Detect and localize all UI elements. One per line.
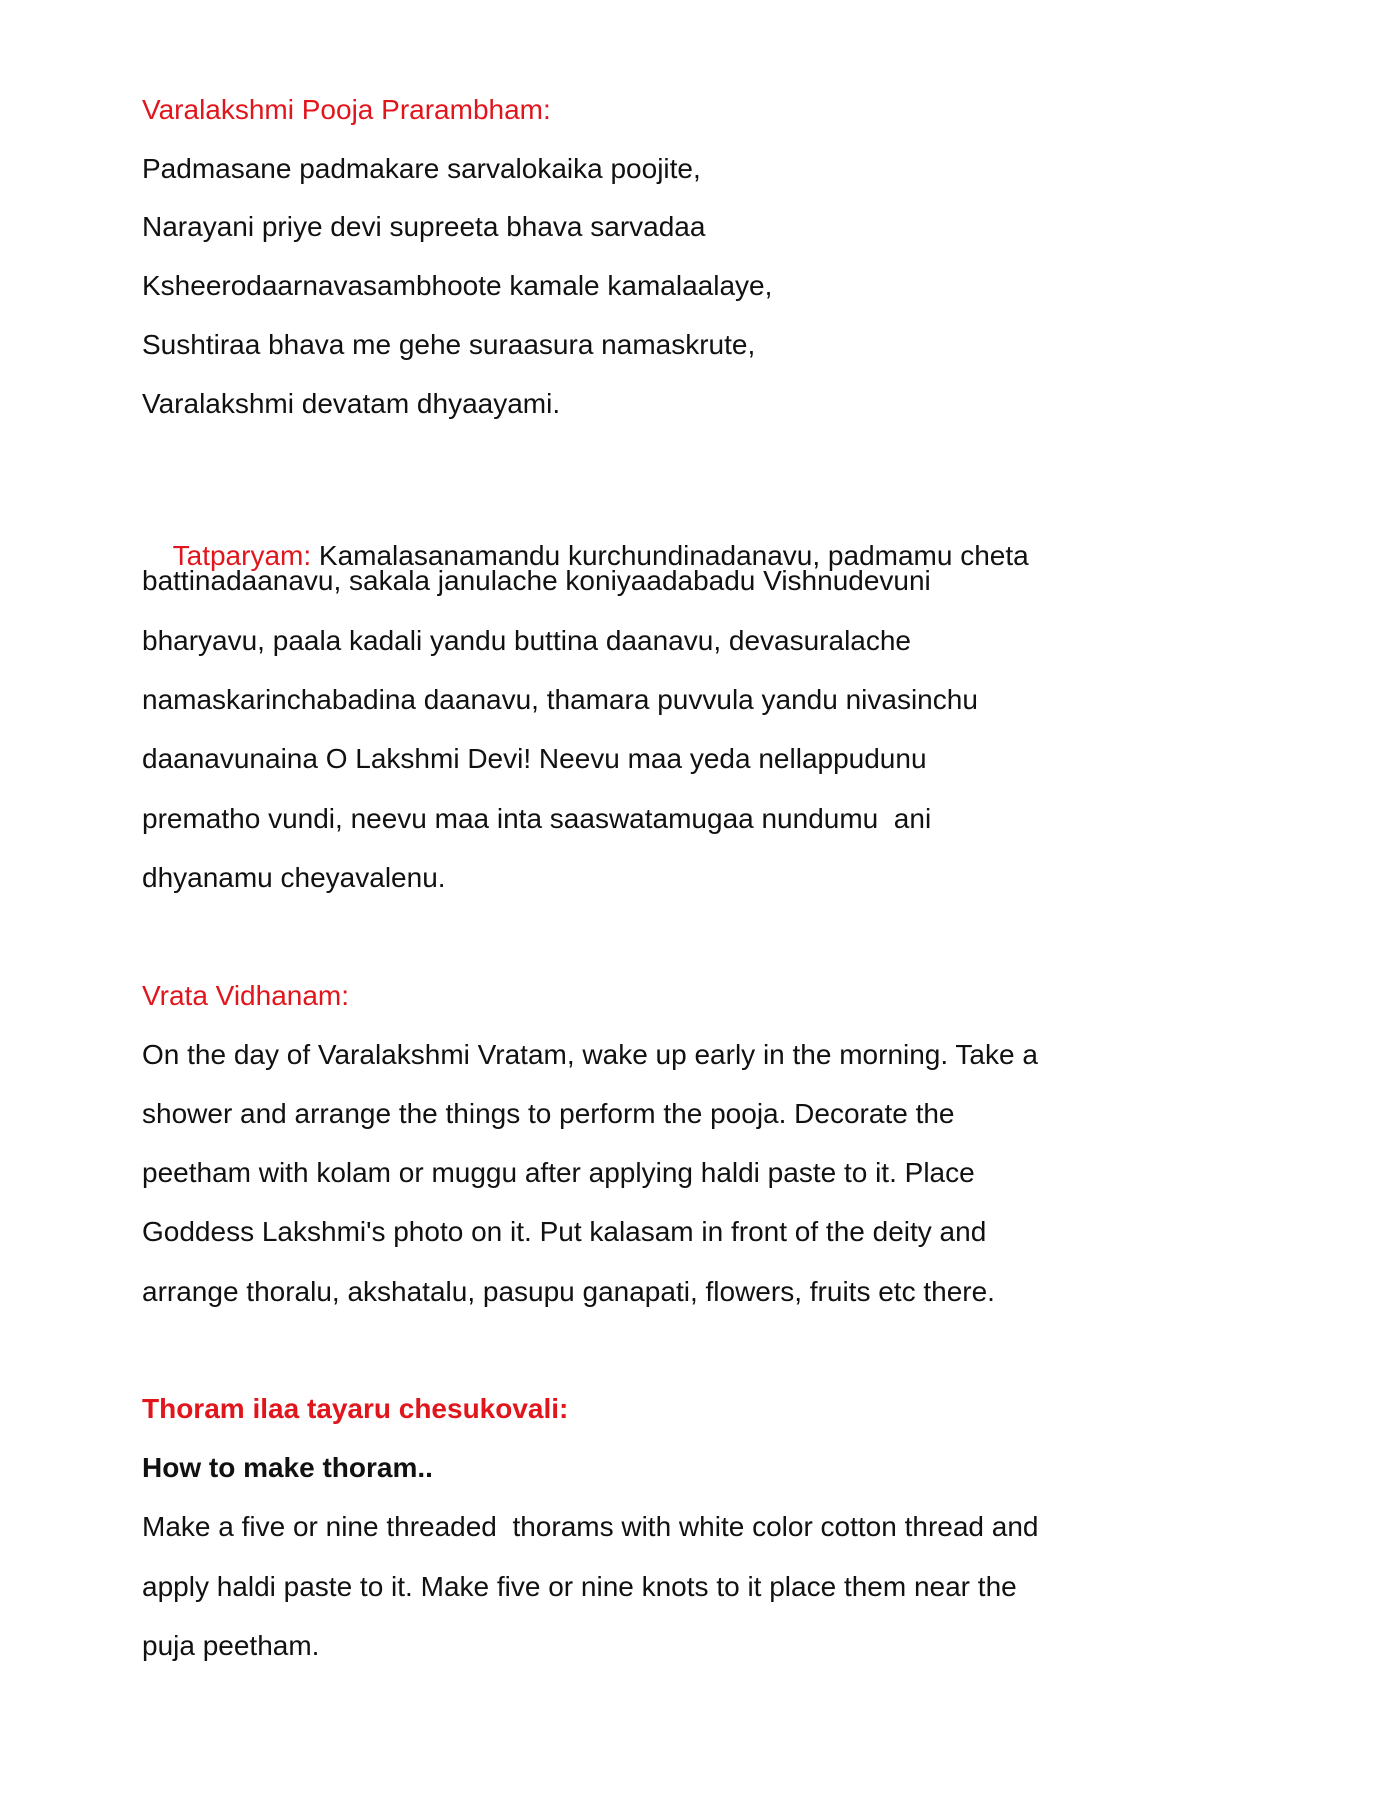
paragraph-line: daanavunaina O Lakshmi Devi! Neevu maa yeda nellappudunu bbox=[142, 743, 927, 774]
section-heading-vrata-vidhanam: Vrata Vidhanam: bbox=[142, 980, 350, 1011]
tatparyam-label: Tatparyam: bbox=[172, 540, 312, 571]
paragraph-line: Make a five or nine threaded thorams with white color cotton thread and bbox=[142, 1511, 1039, 1542]
paragraph-line: dhyanamu cheyavalenu. bbox=[142, 862, 446, 893]
paragraph-line: namaskarinchabadina daanavu, thamara puvvula yandu nivasinchu bbox=[142, 684, 978, 715]
verse-line: Narayani priye devi supreeta bhava sarvadaa bbox=[142, 211, 706, 242]
section-heading-thoram: Thoram ilaa tayaru chesukovali: bbox=[142, 1393, 569, 1424]
paragraph-line: peetham with kolam or muggu after applying haldi paste to it. Place bbox=[142, 1157, 975, 1188]
verse-line: Padmasane padmakare sarvalokaika poojite, bbox=[142, 153, 701, 184]
verse-line: Ksheerodaarnavasambhoote kamale kamalaalaye, bbox=[142, 270, 773, 301]
verse-line: Varalakshmi devatam dhyaayami. bbox=[142, 388, 561, 419]
paragraph-line: bharyavu, paala kadali yandu buttina daanavu, devasuralache bbox=[142, 625, 912, 656]
paragraph-line: prematho vundi, neevu maa inta saaswatamugaa nundumu ani bbox=[142, 803, 932, 834]
tatparyam-paragraph-line bbox=[142, 505, 1029, 571]
paragraph-line: battinadaanavu, sakala janulache koniyaadabadu Vishnudevuni bbox=[142, 565, 931, 596]
paragraph-line: arrange thoralu, akshatalu, pasupu ganapati, flowers, fruits etc there. bbox=[142, 1276, 995, 1307]
paragraph-line: shower and arrange the things to perform the pooja. Decorate the bbox=[142, 1098, 955, 1129]
paragraph-line: Goddess Lakshmi's photo on it. Put kalasam in front of the deity and bbox=[142, 1216, 987, 1247]
paragraph-line: apply haldi paste to it. Make five or nine knots to it place them near the bbox=[142, 1571, 1017, 1602]
subheading-how-to-make-thoram: How to make thoram.. bbox=[142, 1452, 433, 1483]
paragraph-text: Kamalasanamandu kurchundinadanavu, padmamu cheta bbox=[311, 540, 1029, 571]
verse-line: Sushtiraa bhava me gehe suraasura namaskrute, bbox=[142, 329, 756, 360]
paragraph-line: On the day of Varalakshmi Vratam, wake up early in the morning. Take a bbox=[142, 1039, 1038, 1070]
paragraph-line: puja peetham. bbox=[142, 1630, 320, 1661]
section-heading-pooja-prarambham: Varalakshmi Pooja Prarambham: bbox=[142, 94, 551, 125]
